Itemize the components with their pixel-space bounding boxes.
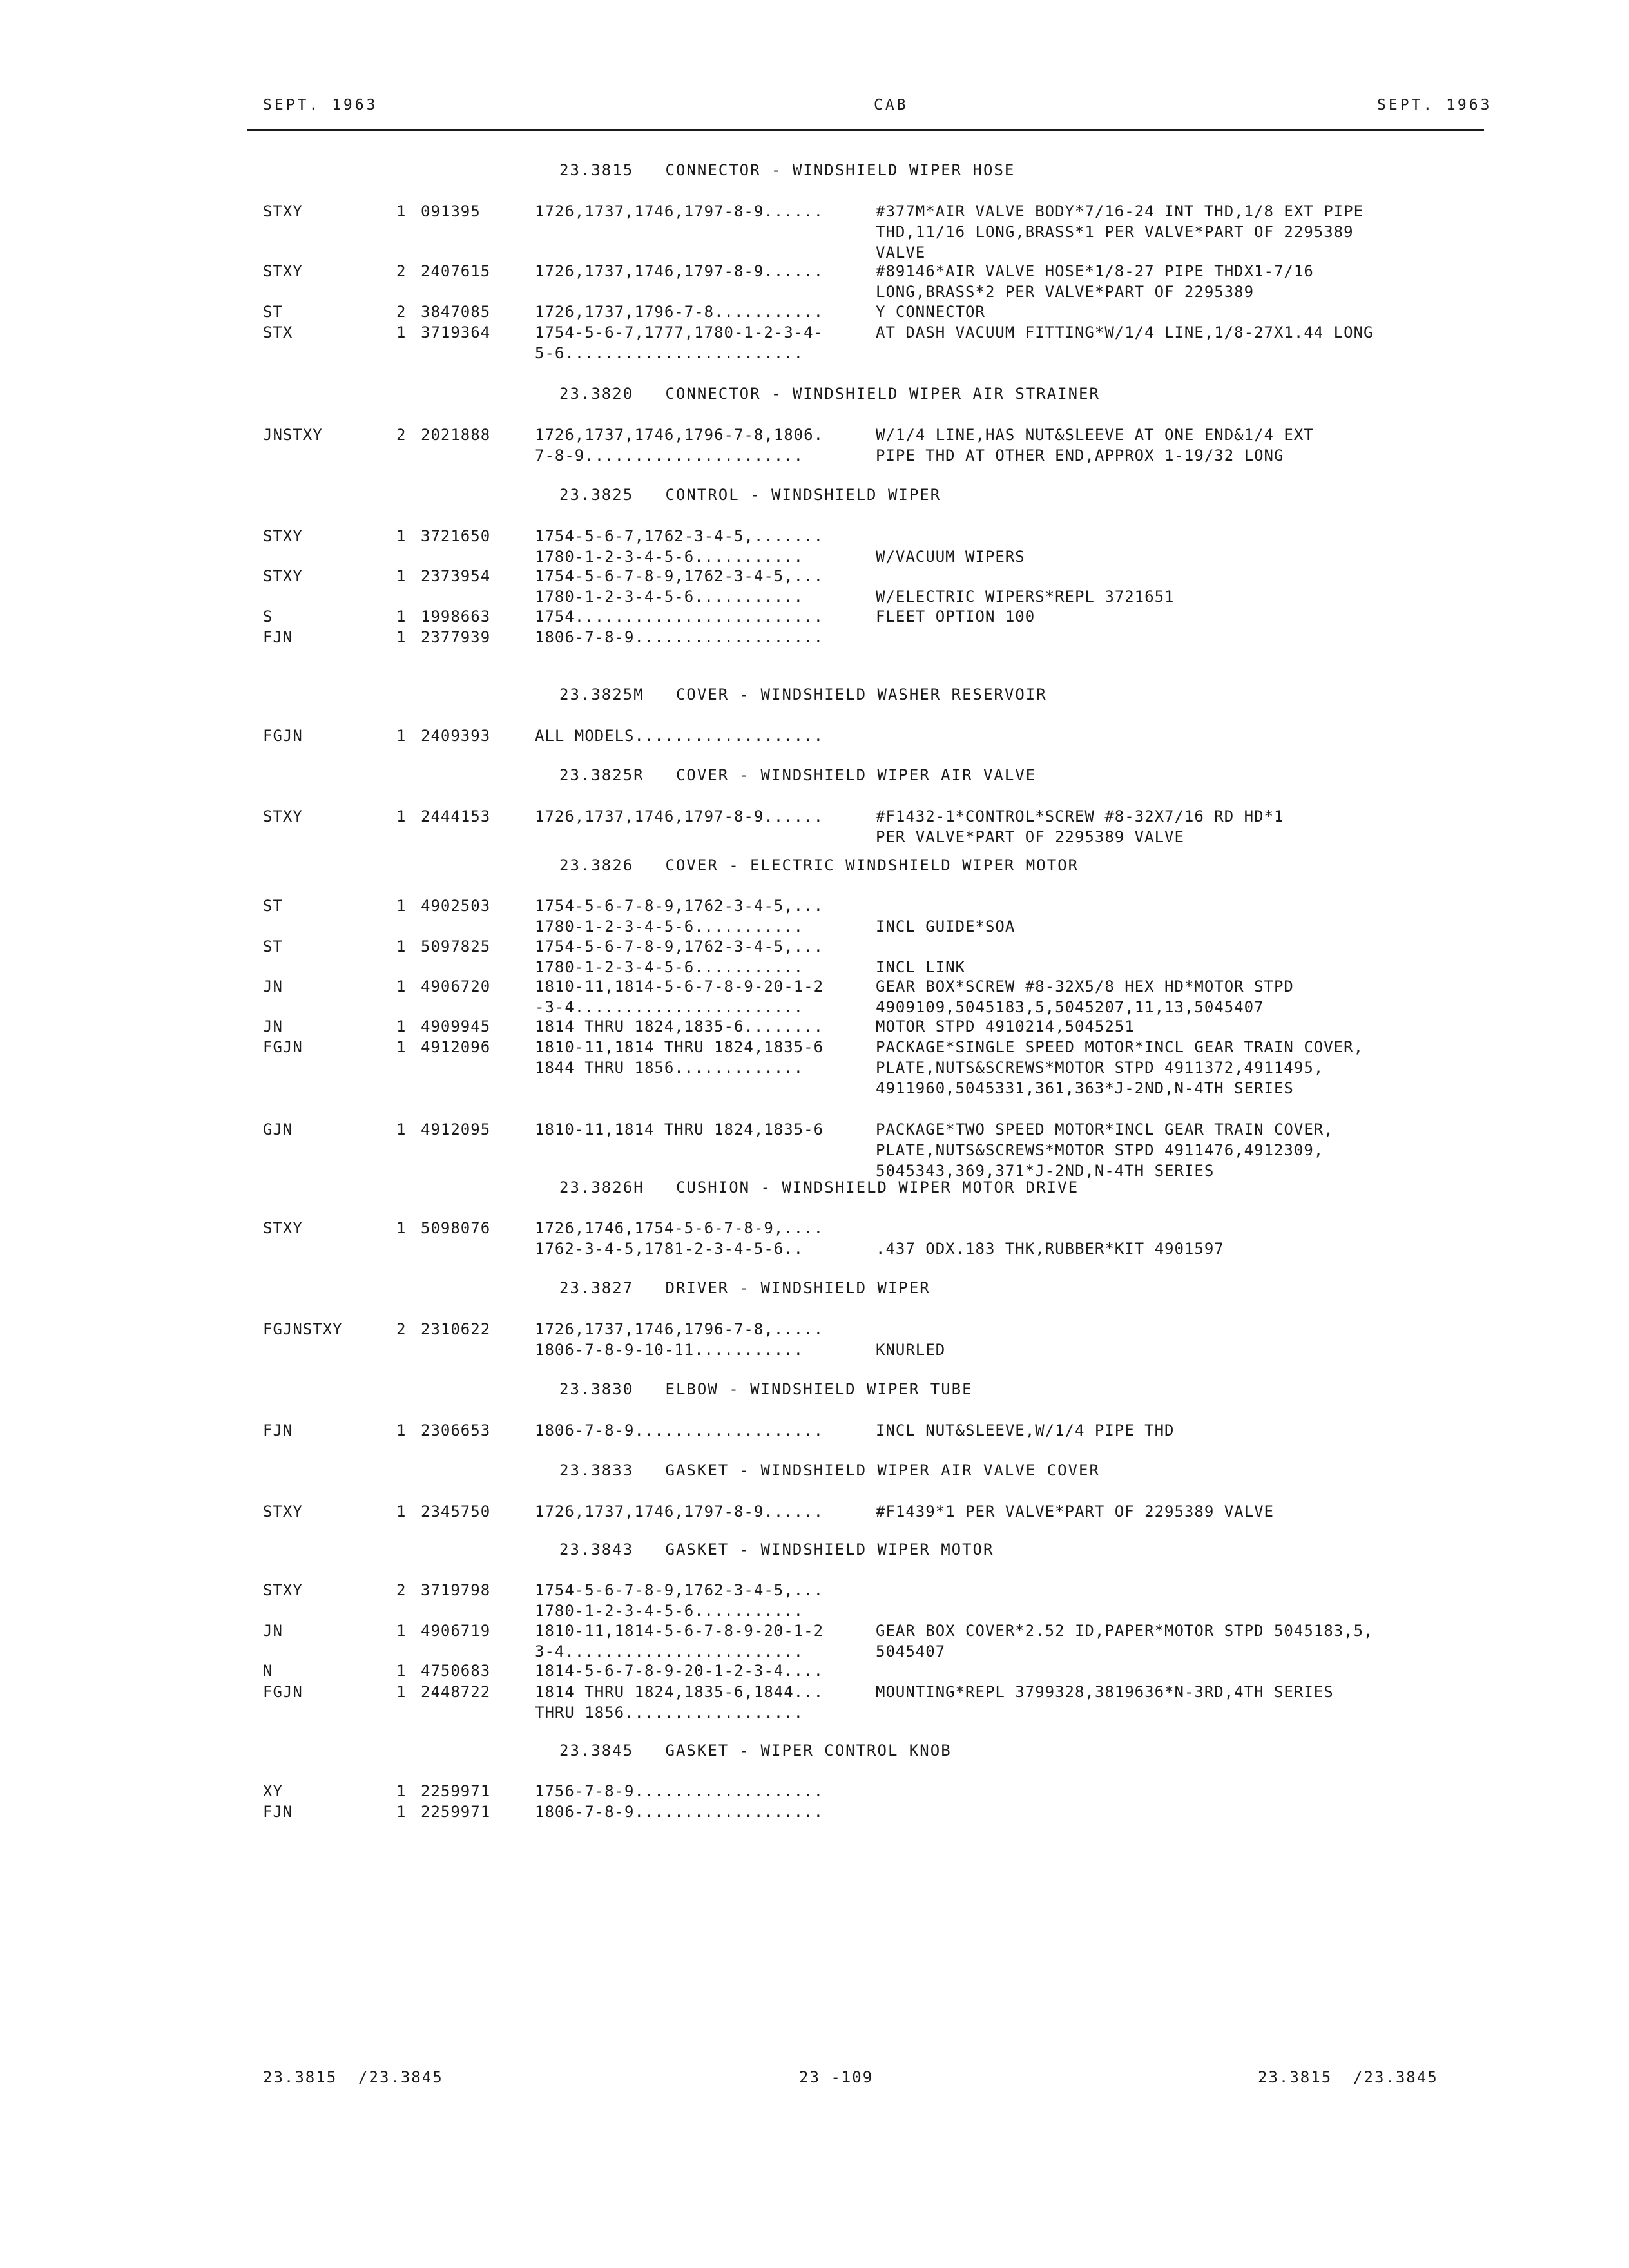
section-number: 23.3830 [559,1380,634,1398]
section-title: COVER - ELECTRIC WINDSHIELD WIPER MOTOR [665,856,1079,874]
applicability-line: 1806-7-8-9-10-11........... [535,1341,804,1359]
section-number: 23.3827 [559,1279,634,1297]
part-number: 2409393 [421,727,491,745]
model-codes: STXY [263,1581,303,1599]
description-line: 4909109,5045183,5,5045207,11,13,5045407 [876,998,1264,1016]
description-line: GEAR BOX*SCREW #8-32X5/8 HEX HD*MOTOR STPD [876,977,1294,995]
applicability-line: 1754......................... [535,608,824,626]
quantity: 1 [396,1803,407,1821]
quantity: 1 [396,1782,407,1800]
description-line: INCL NUT&SLEEVE,W/1/4 PIPE THD [876,1421,1175,1439]
model-codes: STXY [263,527,303,545]
quantity: 1 [396,937,407,956]
section-number: 23.3826 [559,856,634,874]
model-codes: STXY [263,807,303,825]
applicability-line: 1810-11,1814-5-6-7-8-9-20-1-2 [535,977,824,995]
model-codes: FGJN [263,1038,303,1056]
applicability-line: 1762-3-4-5,1781-2-3-4-5-6.. [535,1240,804,1258]
part-number: 3721650 [421,527,491,545]
section-heading [559,1539,994,1560]
applicability-line: 1754-5-6-7,1762-3-4-5,....... [535,527,824,545]
description-line: W/ELECTRIC WIPERS*REPL 3721651 [876,588,1175,606]
section-title: GASKET - WIPER CONTROL KNOB [665,1742,952,1760]
description-line: 5045407 [876,1642,946,1660]
description-line: MOTOR STPD 4910214,5045251 [876,1017,1135,1035]
header-left-date: SEPT. 1963 [263,97,378,113]
section-heading [559,1379,973,1399]
description-line: PER VALVE*PART OF 2295389 VALVE [876,828,1184,846]
model-codes: STXY [263,1219,303,1237]
section-title: CONTROL - WINDSHIELD WIPER [665,486,941,504]
description-line: GEAR BOX COVER*2.52 ID,PAPER*MOTOR STPD 5045183,5, [876,1622,1374,1640]
description-line: PIPE THD AT OTHER END,APPROX 1-19/32 LONG [876,447,1284,465]
description-line: LONG,BRASS*2 PER VALVE*PART OF 2295389 [876,283,1255,301]
quantity: 1 [396,1622,407,1640]
footer-right-range: 23.3815 /23.3845 [1258,2068,1438,2086]
section-number: 23.3833 [559,1461,634,1479]
description-line: THD,11/16 LONG,BRASS*1 PER VALVE*PART OF 2295389 [876,223,1354,241]
footer-page-number: 23 -109 [799,2068,874,2086]
section-number: 23.3825M [559,686,644,704]
quantity: 1 [396,608,407,626]
description-line: PLATE,NUTS&SCREWS*MOTOR STPD 4911372,4911495, [876,1059,1324,1077]
quantity: 2 [396,262,407,280]
description-line: PACKAGE*TWO SPEED MOTOR*INCL GEAR TRAIN COVER, [876,1120,1334,1139]
applicability-line: 1754-5-6-7-8-9,1762-3-4-5,... [535,567,824,585]
section-heading [559,1278,930,1298]
applicability-line: ALL MODELS................... [535,727,824,745]
section-heading [559,485,941,505]
model-codes: N [263,1662,273,1680]
model-codes: JN [263,1622,283,1640]
description-line: 5045343,369,371*J-2ND,N-4TH SERIES [876,1162,1215,1180]
part-number: 5097825 [421,937,491,956]
applicability-line: 1780-1-2-3-4-5-6........... [535,918,804,936]
section-title: CUSHION - WINDSHIELD WIPER MOTOR DRIVE [675,1178,1079,1196]
description-line: .437 ODX.183 THK,RUBBER*KIT 4901597 [876,1240,1224,1258]
section-title: ELBOW - WINDSHIELD WIPER TUBE [665,1380,973,1398]
header-right-date: SEPT. 1963 [1377,97,1492,113]
part-number: 2407615 [421,262,491,280]
section-title: COVER - WINDSHIELD WASHER RESERVOIR [675,686,1047,704]
quantity: 2 [396,426,407,444]
model-codes: ST [263,937,283,956]
model-codes: FGJNSTXY [263,1320,343,1338]
part-number: 1998663 [421,608,491,626]
model-codes: XY [263,1782,283,1800]
applicability-line: 1806-7-8-9................... [535,1803,824,1821]
model-codes: STXY [263,202,303,220]
section-heading [559,765,1036,785]
section-number: 23.3815 [559,161,634,179]
applicability-line: 1726,1737,1746,1797-8-9...... [535,262,824,280]
part-number: 091395 [421,202,481,220]
quantity: 1 [396,1219,407,1237]
part-number: 2310622 [421,1320,491,1338]
description-line: INCL LINK [876,958,966,976]
quantity: 1 [396,1017,407,1035]
part-number: 2377939 [421,628,491,646]
section-title: CONNECTOR - WINDSHIELD WIPER AIR STRAINER [665,385,1100,403]
section-heading [559,1177,1079,1198]
model-codes: FJN [263,1803,293,1821]
quantity: 1 [396,527,407,545]
quantity: 1 [396,567,407,585]
model-codes: FJN [263,628,293,646]
description-line: 4911960,5045331,361,363*J-2ND,N-4TH SERIES [876,1079,1294,1097]
part-number: 2259971 [421,1782,491,1800]
quantity: 1 [396,1038,407,1056]
model-codes: STXY [263,262,303,280]
header-section-name: CAB [874,97,909,113]
section-number: 23.3820 [559,385,634,403]
part-number: 2306653 [421,1421,491,1439]
description-line: #F1439*1 PER VALVE*PART OF 2295389 VALVE [876,1503,1274,1521]
applicability-line: 1814 THRU 1824,1835-6,1844... [535,1683,824,1701]
applicability-line: 1780-1-2-3-4-5-6........... [535,1602,804,1620]
section-heading [559,383,1100,404]
applicability-line: 1814 THRU 1824,1835-6........ [535,1017,824,1035]
description-line: #89146*AIR VALVE HOSE*1/8-27 PIPE THDX1-7/16 [876,262,1314,280]
quantity: 1 [396,1120,407,1139]
quantity: 1 [396,202,407,220]
part-number: 2021888 [421,426,491,444]
quantity: 1 [396,1662,407,1680]
applicability-line: 1754-5-6-7-8-9,1762-3-4-5,... [535,897,824,915]
applicability-line: 7-8-9...................... [535,447,804,465]
applicability-line: 1754-5-6-7-8-9,1762-3-4-5,... [535,937,824,956]
section-number: 23.3843 [559,1541,634,1559]
model-codes: ST [263,897,283,915]
description-line: FLEET OPTION 100 [876,608,1036,626]
applicability-line: 1780-1-2-3-4-5-6........... [535,548,804,566]
part-number: 4912095 [421,1120,491,1139]
model-codes: FGJN [263,727,303,745]
description-line: #377M*AIR VALVE BODY*7/16-24 INT THD,1/8 EXT PIPE [876,202,1364,220]
description-line: PLATE,NUTS&SCREWS*MOTOR STPD 4911476,4912309, [876,1141,1324,1159]
section-number: 23.3826H [559,1178,644,1196]
section-heading [559,1460,1100,1481]
quantity: 2 [396,303,407,321]
model-codes: STXY [263,1503,303,1521]
quantity: 1 [396,1421,407,1439]
footer-left-range: 23.3815 /23.3845 [263,2068,443,2086]
applicability-line: THRU 1856.................. [535,1704,804,1722]
part-number: 3847085 [421,303,491,321]
applicability-line: 1810-11,1814 THRU 1824,1835-6 [535,1120,824,1139]
part-number: 2259971 [421,1803,491,1821]
part-number: 3719798 [421,1581,491,1599]
applicability-line: 1806-7-8-9................... [535,1421,824,1439]
part-number: 4912096 [421,1038,491,1056]
section-title: COVER - WINDSHIELD WIPER AIR VALVE [675,766,1037,784]
quantity: 1 [396,323,407,341]
quantity: 1 [396,727,407,745]
section-number: 23.3845 [559,1742,634,1760]
part-number: 2444153 [421,807,491,825]
section-number: 23.3825 [559,486,634,504]
quantity: 1 [396,1683,407,1701]
part-number: 4750683 [421,1662,491,1680]
applicability-line: -3-4....................... [535,998,804,1016]
section-heading [559,684,1047,705]
applicability-line: 1754-5-6-7,1777,1780-1-2-3-4- [535,323,824,341]
part-number: 2448722 [421,1683,491,1701]
quantity: 1 [396,1503,407,1521]
model-codes: S [263,608,273,626]
applicability-line: 1726,1737,1746,1797-8-9...... [535,202,824,220]
model-codes: STXY [263,567,303,585]
model-codes: ST [263,303,283,321]
applicability-line: 1810-11,1814-5-6-7-8-9-20-1-2 [535,1622,824,1640]
applicability-line: 1726,1737,1746,1796-7-8,1806. [535,426,824,444]
section-number: 23.3825R [559,766,644,784]
model-codes: GJN [263,1120,293,1139]
description-line: AT DASH VACUUM FITTING*W/1/4 LINE,1/8-27X1.44 LONG [876,323,1374,341]
model-codes: JNSTXY [263,426,323,444]
description-line: W/VACUUM WIPERS [876,548,1025,566]
description-line: MOUNTING*REPL 3799328,3819636*N-3RD,4TH SERIES [876,1683,1334,1701]
part-number: 3719364 [421,323,491,341]
part-number: 4906719 [421,1622,491,1640]
description-line: KNURLED [876,1341,946,1359]
applicability-line: 1756-7-8-9................... [535,1782,824,1800]
applicability-line: 3-4........................ [535,1642,804,1660]
description-line: Y CONNECTOR [876,303,985,321]
part-number: 5098076 [421,1219,491,1237]
model-codes: FJN [263,1421,293,1439]
applicability-line: 1814-5-6-7-8-9-20-1-2-3-4.... [535,1662,824,1680]
section-title: DRIVER - WINDSHIELD WIPER [665,1279,930,1297]
applicability-line: 1810-11,1814 THRU 1824,1835-6 [535,1038,824,1056]
description-line: #F1432-1*CONTROL*SCREW #8-32X7/16 RD HD*1 [876,807,1284,825]
part-number: 4906720 [421,977,491,995]
section-title: CONNECTOR - WINDSHIELD WIPER HOSE [665,161,1016,179]
description-line: INCL GUIDE*SOA [876,918,1016,936]
quantity: 1 [396,628,407,646]
quantity: 2 [396,1581,407,1599]
applicability-line: 1754-5-6-7-8-9,1762-3-4-5,... [535,1581,824,1599]
section-title: GASKET - WINDSHIELD WIPER AIR VALVE COVER [665,1461,1100,1479]
model-codes: STX [263,323,293,341]
applicability-line: 1844 THRU 1856............. [535,1059,804,1077]
applicability-line: 1726,1737,1746,1797-8-9...... [535,807,824,825]
applicability-line: 1780-1-2-3-4-5-6........... [535,958,804,976]
applicability-line: 1726,1746,1754-5-6-7-8-9,.... [535,1219,824,1237]
part-number: 2373954 [421,567,491,585]
part-number: 4909945 [421,1017,491,1035]
applicability-line: 1726,1737,1796-7-8........... [535,303,824,321]
section-heading [559,1740,952,1761]
section-title: GASKET - WINDSHIELD WIPER MOTOR [665,1541,994,1559]
applicability-line: 1806-7-8-9................... [535,628,824,646]
part-number: 2345750 [421,1503,491,1521]
applicability-line: 1726,1737,1746,1797-8-9...... [535,1503,824,1521]
quantity: 1 [396,807,407,825]
part-number: 4902503 [421,897,491,915]
description-line: W/1/4 LINE,HAS NUT&SLEEVE AT ONE END&1/4 EXT [876,426,1314,444]
quantity: 1 [396,897,407,915]
description-line: VALVE [876,244,926,262]
model-codes: FGJN [263,1683,303,1701]
quantity: 1 [396,977,407,995]
model-codes: JN [263,977,283,995]
section-heading [559,160,1015,180]
applicability-line: 1780-1-2-3-4-5-6........... [535,588,804,606]
applicability-line: 5-6........................ [535,344,804,362]
description-line: PACKAGE*SINGLE SPEED MOTOR*INCL GEAR TRAIN COVER, [876,1038,1364,1056]
section-heading [559,855,1079,876]
quantity: 2 [396,1320,407,1338]
model-codes: JN [263,1017,283,1035]
applicability-line: 1726,1737,1746,1796-7-8,..... [535,1320,824,1338]
